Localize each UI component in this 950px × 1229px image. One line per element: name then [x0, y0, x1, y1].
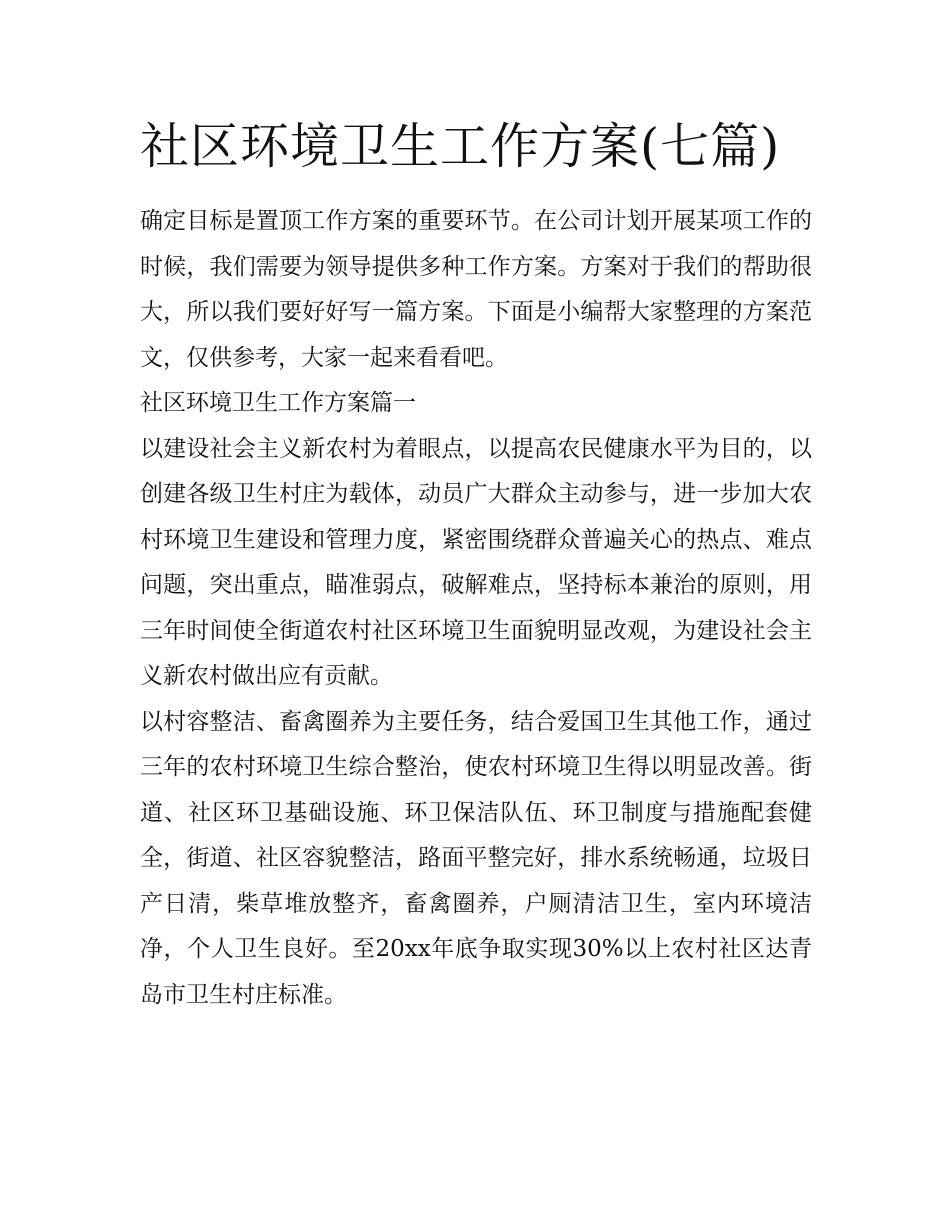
body-paragraph: 以建设社会主义新农村为着眼点，以提高农民健康水平为目的，以创建各级卫生村庄为载体，动员广大群众主动参与，进一步加大农村环境卫生建设和管理力度，紧密围绕群众普遍关心的热点、难点问题，突出重点，瞄准弱点，破解难点，坚持标本兼治的原则，用三年时间使全街道农村社区环境卫生面貌明显改观，为建设社会主义新农村做出应有贡献。: [140, 435, 812, 689]
body-paragraph: 以村容整洁、畜禽圈养为主要任务，结合爱国卫生其他工作，通过三年的农村环境卫生综合整治，使农村环境卫生得以明显改善。街道、社区环卫基础设施、环卫保洁队伍、环卫制度与措施配套健全，街道、社区容貌整洁，路面平整完好，排水系统畅通，垃圾日产日清，柴草堆放整齐，畜禽圈养，户厕清洁卫生，室内环境洁净，个人卫生良好。至20xx年底争取实现30%以上农村社区达青岛市卫生村庄标准。: [140, 708, 812, 1008]
intro-paragraph: 确定目标是置顶工作方案的重要环节。在公司计划开展某项工作的时候，我们需要为领导提供多种工作方案。方案对于我们的帮助很大，所以我们要好好写一篇方案。下面是小编帮大家整理的方案范文，仅供参考，大家一起来看看吧。: [140, 208, 812, 371]
document-title: 社区环境卫生工作方案(七篇): [140, 118, 781, 175]
document-body: [140, 199, 812, 1018]
section-heading: 社区环境卫生工作方案篇一: [140, 390, 416, 416]
